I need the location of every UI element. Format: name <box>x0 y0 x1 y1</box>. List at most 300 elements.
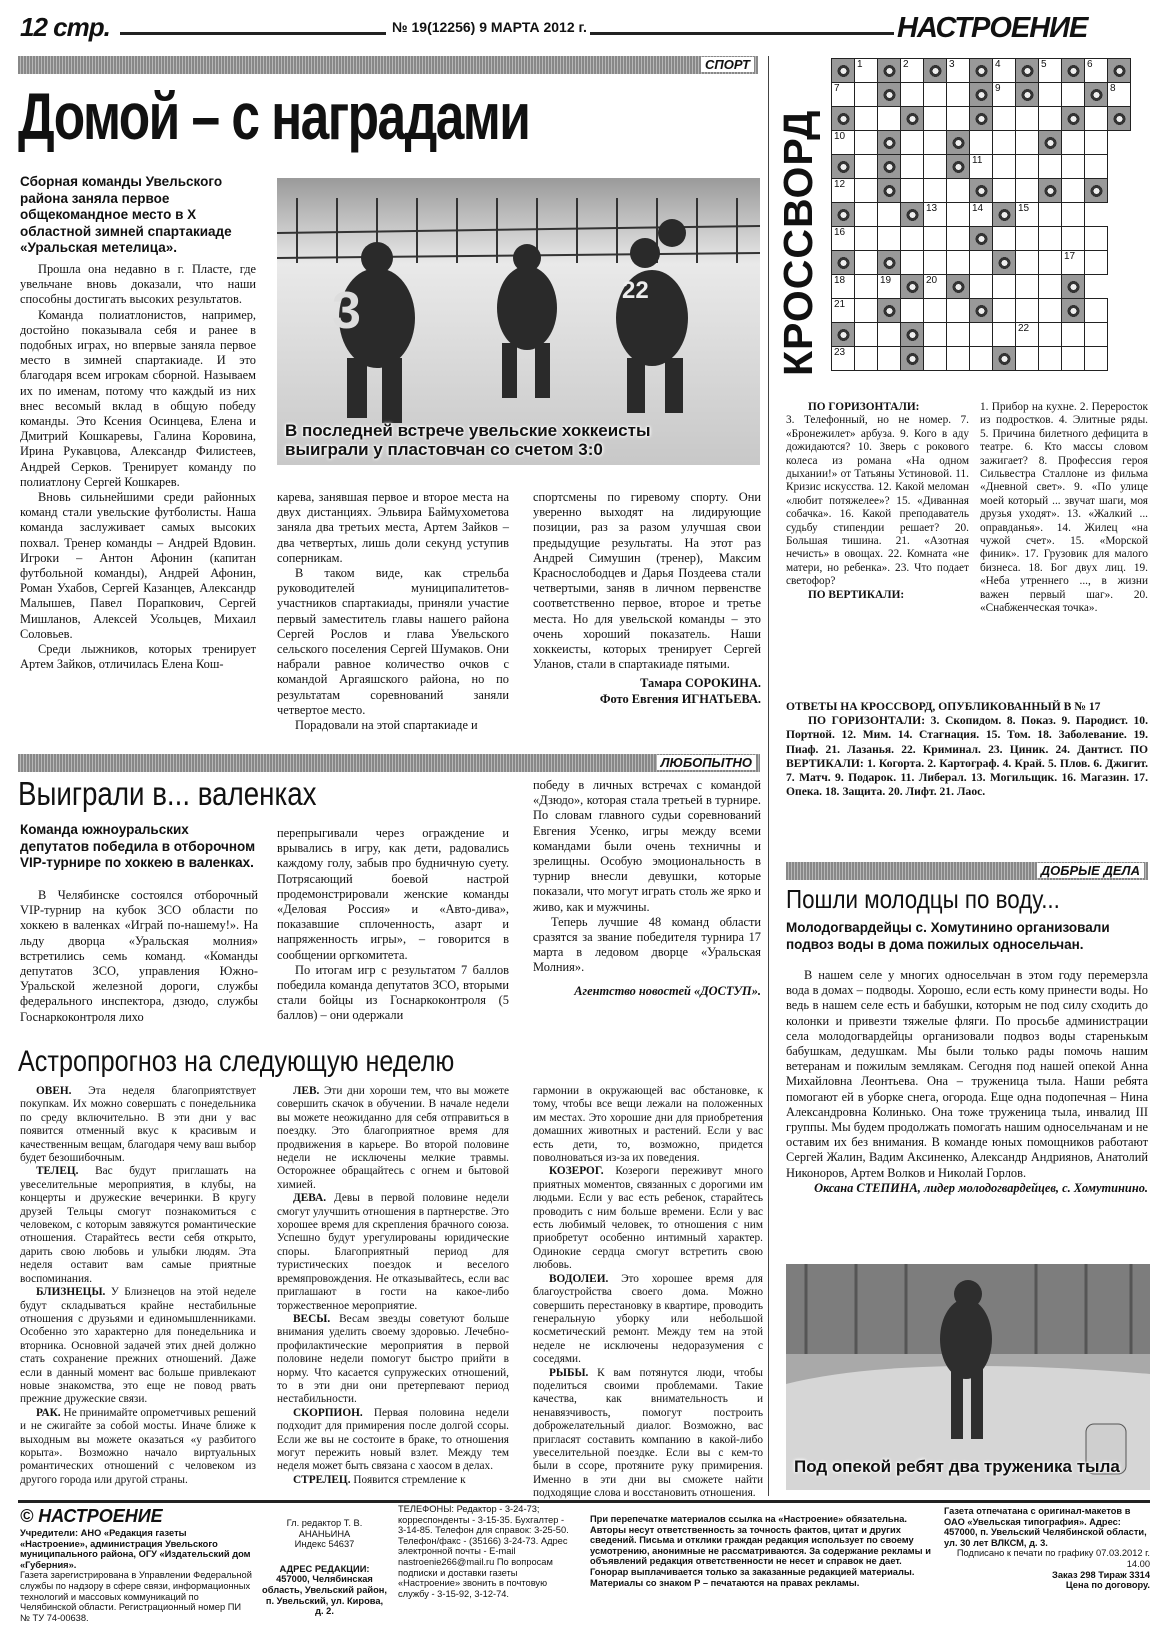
crossword-block <box>993 203 1016 227</box>
crossword-block <box>970 107 993 131</box>
zodiac-sign: ОВЕН. <box>36 1085 89 1097</box>
crossword-cell <box>1062 347 1085 371</box>
crossword-cell <box>970 275 993 299</box>
copyright-icon: © <box>20 1506 34 1526</box>
crossword-cell <box>947 107 970 131</box>
crossword-cell <box>1039 251 1062 275</box>
cell-number: 21 <box>834 299 846 310</box>
crossword-block <box>1062 299 1085 323</box>
crossword-cell <box>1039 299 1062 323</box>
crossword-cell <box>1039 107 1062 131</box>
crossword-cell <box>993 107 1016 131</box>
crossword-block <box>832 155 855 179</box>
crossword-cell <box>1039 347 1062 371</box>
article-lead: Молодогвардейцы с. Хомутинино организовали подвоз воды в дома пожилых односельчан. <box>786 920 1110 952</box>
crossword-block <box>947 275 970 299</box>
crossword-cell <box>901 251 924 275</box>
article-col-1 <box>20 262 256 672</box>
crossword-cell <box>1062 251 1085 275</box>
crossword-cell <box>924 323 947 347</box>
crossword-block <box>832 251 855 275</box>
cell-number: 6 <box>1087 59 1093 70</box>
paragraph: Прошла она недавно в г. Пласте, где увельчане вновь доказали, что наши способны достигать высоких результатов. <box>20 262 256 307</box>
article-lead: Сборная команды Увельского района заняла первое общекомандное место в X областной зимней спартакиаде «Уральская метелица». <box>20 174 232 255</box>
horoscope-text: Эта неделя благоприятствует покупкам. Их можно совершать с понедельника по среду включительно. В эти дни у вас появится отменный вкус к красивым и качественным вещам, благодаря чему ваш выбор будет безошибочным. <box>20 1085 256 1165</box>
cell-number: 8 <box>1110 83 1116 94</box>
crossword-block <box>1062 59 1085 83</box>
crossword-cell <box>1039 155 1062 179</box>
subscription-index: Индекс 54637 <box>294 1539 355 1550</box>
crossword-cell <box>993 83 1016 107</box>
horoscope-text: Весам звезды советуют больше внимания уделить своему здоровью. Лечебно-профилактические мероприятия в первой половине недели помогут быстро прийти в норму. Что касается супружеских отношений, то в эти дни они претерпевают период нестабильности. <box>277 1312 509 1406</box>
crossword-block <box>970 179 993 203</box>
crossword-cell <box>855 227 878 251</box>
crossword-cell <box>1039 275 1062 299</box>
svg-text:3: 3 <box>332 282 361 340</box>
crossword-cell <box>1016 203 1039 227</box>
crossword-cell <box>1085 299 1108 323</box>
crossword-cell <box>947 179 970 203</box>
crossword-cell <box>832 131 855 155</box>
zodiac-sign: БЛИЗНЕЦЫ. <box>36 1286 111 1299</box>
horoscope-entry <box>533 1165 763 1272</box>
crossword-cell <box>1062 83 1085 107</box>
paragraph: Команда полиатлонистов, например, достойно показывала себя и ранее в подобных играх, но впервые заняла первое место в зимней спартакиаде. И это благодаря всем игрокам сборной. Называем их по именам, потому что каждый из них внес весомый вклад в общую победу команды. Это Ксения Осинцева, Елена и Дмитрий Кошкаревы, Галина Коровина, Ирина Рукавцова, Александр Филистеев, Андрей Серков. Тренирует команду по полиатлону Сергей Кошкарев. <box>20 307 256 489</box>
crossword-cell <box>1039 203 1062 227</box>
crossword-cell <box>901 299 924 323</box>
crossword-cell <box>855 347 878 371</box>
paragraph: перепрыгивали через ограждение и врывались в игру, как дети, радовались каждому голу, забыв про будничную суету. Потрясающий боевой настрой продемонстрировали женские команды «Деловая Россия» и «Авто-дива», показавшие сплоченность, азарт и напряженность игры», – говорится в сообщении оргкомитета. <box>277 826 509 962</box>
cell-number: 18 <box>834 275 846 286</box>
paragraph: Порадовали на этой спартакиаде и <box>295 718 478 733</box>
crossword-cell <box>924 83 947 107</box>
crossword-cell <box>855 83 878 107</box>
article-title: Выиграли в... валенках <box>18 775 317 812</box>
article-col-1 <box>20 888 258 1025</box>
horoscope-text: гармонии в окружающей вас обстановке, к тому, чтобы все вещи лежали на положенных им местах. Это хорошие дни для приобретения домашних животных и растений. Если у вас есть дети, то, возможно, придется поволноваться из-за их поведения. <box>533 1085 763 1165</box>
crossword-cell <box>970 203 993 227</box>
crossword-block <box>878 179 901 203</box>
article-col-3 <box>533 490 761 707</box>
crossword-cell <box>1085 347 1108 371</box>
horoscope-text: Девы в первой половине недели смогут улучшить отношения в партнерстве. Это хорошее время для скрепления брачного союза. Успешно будут урегулированы юридические споры. Благоприятный период для туристических поездок и веселого времяпровождения. Не отказывайтесь, если вас приглашают в гости на какое-либо торжественное мероприятие. <box>277 1192 510 1312</box>
horoscope-text: Появится стремление к <box>353 1473 466 1486</box>
crossword-cell <box>924 131 947 155</box>
cell-number: 10 <box>834 131 846 142</box>
crossword-cell <box>1062 323 1085 347</box>
crossword-cell <box>855 59 878 83</box>
crossword-cell <box>924 155 947 179</box>
crossword-cell <box>1085 227 1108 251</box>
horoscope-entry <box>20 1165 256 1286</box>
cell-number: 19 <box>880 275 892 286</box>
crossword-cell <box>901 59 924 83</box>
crossword-cell <box>1108 83 1131 107</box>
horoscope-entry <box>20 1407 256 1487</box>
crossword-cell <box>878 107 901 131</box>
crossword-block <box>901 347 924 371</box>
cell-number: 3 <box>949 59 955 70</box>
founders-text: Учредители: АНО «Редакция газеты «Настроение», администрация Увельского муниципального района, ОГУ «Издательский дом «Губерния». <box>20 1528 251 1570</box>
crossword-cell <box>1062 227 1085 251</box>
paragraph: победу в личных встречах с командой «Дзюдо», которая стала третьей в турнире. По словам главного судьи соревнований Евгения Усенко, игры между всеми командами были очень техничны и зрелищны. Особую эмоциональность в турнир внесли девушки, которые показали, что могут играть столь же ярко и живо, как и мужчины. <box>533 778 761 914</box>
horoscope-text: Это хорошее время для благоустройства своего дома. Можно совершить перестановку в квартире, проводить генеральную уборку или небольшой косметический ремонт. Между тем на этой неделе не исключены недоразумения с соседями. <box>533 1272 763 1366</box>
photo-caption: Под опекой ребят два труженика тыла <box>794 1457 1120 1476</box>
crossword-cell <box>832 347 855 371</box>
crossword-cell <box>855 323 878 347</box>
horoscope-entry <box>277 1313 509 1407</box>
crossword-block <box>1085 179 1108 203</box>
crossword-cell <box>924 179 947 203</box>
crossword-block <box>1039 131 1062 155</box>
crossword-block <box>901 203 924 227</box>
horoscope-entry <box>533 1273 763 1367</box>
article-lead: Команда южноуральских депутатов победила в отборочном VIP-турнире по хоккею в валенках. <box>20 822 256 870</box>
crossword-cell <box>1016 227 1039 251</box>
horoscope-entry <box>277 1474 509 1487</box>
crossword-block <box>878 251 901 275</box>
cell-number: 7 <box>834 83 840 94</box>
horoscope-text: К вам потянутся люди, чтобы поделиться своими проблемами. Такие качества, как внимательность и ненавязчивость, помогут построить доброжелательный диалог. Возможно, вас пригласят составить компанию в какой-либо увеселительной поездке. Если вы с кем-то были в ссоре, протяните руку примирения. Именно в эти дни вы сможете найти подходящие слова и восстановить отношения. <box>533 1366 763 1500</box>
crossword-cell <box>855 179 878 203</box>
crossword-cell <box>1085 155 1108 179</box>
cell-number: 9 <box>995 83 1001 94</box>
crossword-block <box>970 299 993 323</box>
crossword-cell <box>878 347 901 371</box>
clues-across: 3. Телефонный, но не номер. 7. «Бронежилет» арбуза. 9. Кого в аду дожидаются? 10. Зверь с рокового колеса из романа «На одном дыхании!» от Татьяны Устиновой. 11. Кризис искусства. 12. Какой меломан «любит потяжелее»? 15. «Диванная собачка». 16. Какой преподаватель судьбу стипендии решает? 20. Большая тишина. 21. «Азотная нечисть» в овощах. 22. Комната «не матери, но ребенка». 23. Что подает светофор? <box>786 414 969 588</box>
legal-text: При перепечатке материалов ссылка на «Настроение» обязательна. Авторы несут ответственность за точность фактов, цитат и других сведений. Письма и отклики граждан редакция использует по своему усмотрению, анонимные не рассматриваются. За содержание рекламы и объявлений редакция ответственности не несет и справок не дает. Гонорар выплачивается только за заказанные редакцией материалы. Материалы со знаком Р – печатаются на правах рекламы. <box>590 1514 931 1588</box>
svg-text:22: 22 <box>622 277 649 304</box>
crossword-block <box>1085 83 1108 107</box>
horoscope-entry <box>533 1085 763 1165</box>
article-author: Оксана СТЕПИНА, лидер молодогвардейцев, с. Хомутинино. <box>814 1180 1148 1195</box>
crossword-cell <box>1085 107 1108 131</box>
good-deeds-photo <box>786 1264 1150 1490</box>
crossword-cell <box>970 323 993 347</box>
crossword-cell <box>1039 323 1062 347</box>
cell-number: 17 <box>1064 251 1076 262</box>
paragraph: В таком виде, как стрельба руководителей муниципалитетов-участников спартакиады, приняли участие первый заместитель главы нашего района Сергей Рослов и глава Увельского сельского поселения Сергей Шумаков. Они набрали равное количество очков с командой Аргаяшского района, но по результатам соревнований заняли четвертое место. <box>277 566 509 717</box>
crossword-block <box>970 83 993 107</box>
crossword-cell <box>947 323 970 347</box>
crossword-cell <box>993 299 1016 323</box>
zodiac-sign: РЫБЫ. <box>549 1366 598 1379</box>
crossword-block <box>878 131 901 155</box>
crossword-cell <box>1039 227 1062 251</box>
crossword-cell <box>1016 107 1039 131</box>
horoscope-entry <box>277 1407 509 1474</box>
crossword-clues-left <box>786 401 969 602</box>
crossword-block <box>970 59 993 83</box>
footer-founders <box>20 1528 252 1623</box>
crossword-cell <box>993 59 1016 83</box>
crossword-cell <box>901 83 924 107</box>
crossword-cell <box>947 299 970 323</box>
crossword-cell <box>832 275 855 299</box>
crossword-block <box>901 107 924 131</box>
crossword-cell <box>947 227 970 251</box>
horoscope-text: У Близнецов на этой неделе будут складываться крайне нестабильные отношения с друзьями и единомышленниками. Особенно это характерно для понедельника и вторника. Основной задачей этих дней должно стать сохранение прежних отношений. Даже если в данный момент вас больше привлекают новые знакомства, это еще не повод рвать прежние дружеские связи. <box>20 1286 256 1406</box>
article-col-3 <box>533 778 761 999</box>
crossword-cell <box>970 155 993 179</box>
cell-number: 23 <box>834 347 846 358</box>
editorial-address: АДРЕС РЕДАКЦИИ: 457000, Челябинская область, Увельский район, п. Увельский, ул. Кирова, д. 2. <box>262 1563 387 1617</box>
horoscope-text: Первая половина недели подходит для примирения после долгой ссоры. Если же вы не состоите в браке, то отношения могут пережить новый взлет. Между тем неделя может быть связана с хаосом в делах. <box>277 1406 509 1473</box>
crossword-block <box>1108 59 1131 83</box>
phones-text: ТЕЛЕФОНЫ: Редактор - 3-24-73; корреспонденты - 3-15-35. Бухгалтер - 3-14-85. Телефон для справок: 3-25-50. Телефон/факс - (35166) 3-24-73. Адрес электронной почты - E-mail nastroenie266@mail.ru По вопросам подписки и доставки газеты «Настроение» звонить в почтовую службу - 3-15-92, 3-12-74. <box>398 1504 569 1599</box>
paragraph: Теперь лучшие 48 команд области сразятся за звание победителя турнира 17 марта в ледовом дворце «Уральская Молния». <box>533 914 761 975</box>
crossword-block <box>878 59 901 83</box>
horoscope-entry <box>20 1286 256 1407</box>
crossword-cell <box>832 179 855 203</box>
crossword-cell <box>993 155 1016 179</box>
paragraph: карева, занявшая первое и второе места на двух дистанциях. Эльвира Баймухометова заняла два третьих места, Артем Зайков – два четвертых, лишь доли секунд уступив соперникам. <box>277 490 509 565</box>
crossword-block <box>832 107 855 131</box>
cell-number: 14 <box>972 203 984 214</box>
crossword-cell <box>901 131 924 155</box>
cell-number: 1 <box>857 59 863 70</box>
zodiac-sign: СКОРПИОН. <box>293 1406 374 1419</box>
zodiac-sign: ВОДОЛЕИ. <box>549 1272 622 1285</box>
crossword-cell <box>947 203 970 227</box>
crossword-cell <box>878 227 901 251</box>
price: Цена по договору. <box>1065 1580 1150 1591</box>
crossword-cell <box>1062 155 1085 179</box>
hockey-photo <box>277 178 760 465</box>
crossword-cell <box>855 251 878 275</box>
clue-heading: ПО ВЕРТИКАЛИ: <box>808 588 905 601</box>
crossword-block <box>832 203 855 227</box>
cell-number: 2 <box>903 59 909 70</box>
astro-col-1 <box>20 1085 256 1487</box>
column-divider <box>768 56 769 1496</box>
paragraph: По итогам игр с результатом 7 баллов победила команда депутатов ЗСО, вторыми стали бойцы из Госнаркоконтроля (5 баллов) – они одержали <box>277 962 509 1023</box>
paragraph: В Челябинске состоялся отборочный VIP-турнир на кубок ЗСО области по хоккею в валенках «Играй по-нашему!». На льду дворца «Уральская молния» встретились семь команд. «Команды депутатов ЗСО, управления Южно-Уральской железной дороги, службы федерального инспектора, дзюдо, службы Госнаркоконтроля лихо <box>20 888 258 1024</box>
crossword-block <box>901 323 924 347</box>
crossword-cell <box>901 227 924 251</box>
article-source: Агентство новостей «ДОСТУП». <box>574 983 761 998</box>
crossword-block <box>947 131 970 155</box>
horoscope-entry <box>20 1085 256 1165</box>
crossword-cell <box>947 251 970 275</box>
order-circulation: Заказ 298 Тираж 3314 <box>1052 1569 1150 1580</box>
crossword-block <box>1039 179 1062 203</box>
crossword-cell <box>947 59 970 83</box>
crossword-cell <box>924 203 947 227</box>
crossword-block <box>993 251 1016 275</box>
crossword-cell <box>993 227 1016 251</box>
crossword-cell <box>924 347 947 371</box>
crossword-block <box>832 59 855 83</box>
paragraph: В нашем селе у многих односельчан в этом году перемерзла вода в домах – подводы. Хорошо, если есть кому принести воды. Но ведь в нашем селе есть и бабушки, которым не под силу сходить до колонки и привезти тяжелые фляги. По просьбе администрации села молодогвардейцы организовали подвоз воды старенькым бабушкам, дедушкам. Мы были только рады помочь нашим ветеранам и пожилым землякам. Сегодня под нашей опекой Анна Михайловна Леонтьева. Она – труженица тыла. Наши ребята помогают ей в уборке снега, огорода. Еще одна подопечная – Нина Александровна Колинько. Она тоже труженица тыла, инвалид III группы. Мы будем продолжать помогать нашим односельчанам и не оставим их без внимания. В команде юных помощников работают Сергей Жалин, Вадим Аксиненко, Александр Андриянов, Анатолий Никоноров, Артем Волков и Николай Горлов. <box>786 968 1148 1180</box>
astro-col-2 <box>277 1085 509 1487</box>
article-author: Тамара СОРОКИНА. <box>640 676 761 691</box>
article-title: Астропрогноз на следующую неделю <box>18 1045 455 1078</box>
rubric-label: СПОРТ <box>701 57 754 72</box>
rubric-label: ЛЮБОПЫТНО <box>657 755 756 770</box>
crossword-cell <box>855 107 878 131</box>
zodiac-sign: ТЕЛЕЦ. <box>36 1165 96 1178</box>
registration-text: Газета зарегистрирована в Управлении Федеральной службы по надзору в сфере связи, информационных технологий и массовых коммуникаций по Челябинской области. Регистрационный номер ПИ № ТУ 74-00638. <box>20 1570 252 1623</box>
horoscope-text: Козероги переживут много приятных моментов, связанных с дорогими им людьми. Если у вас есть ребенок, старайтесь проводить с ним больше времени. Если у вас есть любимый человек, то отношения с ним приобретут особенно интимный характер. Одинокие сердца смогут встретить свою любовь. <box>533 1165 763 1272</box>
horoscope-text: Вас будут приглашать на увеселительные мероприятия, в клубы, на концерты и дружеские вечеринки. В кругу друзей Тельцы смогут познакомиться с человеком, с которым завяжутся романтические отношения. Старайтесь вести себя открыто, дарить свою любовь и улыбки людям. Эта неделя оставит вам самые приятные воспоминания. <box>20 1165 256 1285</box>
crossword-cell <box>924 107 947 131</box>
crossword-cell <box>1016 251 1039 275</box>
horoscope-entry <box>277 1085 509 1192</box>
article-body <box>786 968 1148 1196</box>
zodiac-sign: РАК. <box>36 1406 64 1419</box>
crossword-cell <box>993 131 1016 155</box>
horoscope-entry <box>277 1192 509 1313</box>
crossword-cell <box>993 179 1016 203</box>
zodiac-sign: КОЗЕРОГ. <box>549 1165 616 1178</box>
crossword-block <box>1108 107 1131 131</box>
cell-number: 12 <box>834 179 846 190</box>
cell-number: 11 <box>972 155 983 166</box>
paragraph: спортсмены по гиревому спорту. Они уверенно выходят на лидирующие позиции, раз за разом улучшая свои предыдущие результаты. На этот раз Андрей Симушин (тренер), Максим Краснослободцев и Дарья Поздеева стали четвертыми, заняв в личном первенстве соответственно первое, второе и третье места. Но для увельской команды – это очень хороший показатель. Наши хоккеисты, которых тренирует Сергей Уланов, стали в спартакиаде пятыми. <box>533 490 761 672</box>
crossword-block <box>947 155 970 179</box>
crossword-block <box>993 347 1016 371</box>
crossword-block <box>1062 275 1085 299</box>
zodiac-sign: ЛЕВ. <box>293 1085 324 1097</box>
crossword-cell <box>832 299 855 323</box>
horoscope-entry <box>533 1367 763 1501</box>
crossword-cell <box>924 251 947 275</box>
cell-number: 22 <box>1018 323 1030 334</box>
cell-number: 5 <box>1041 59 1047 70</box>
header-rule-right <box>590 32 894 35</box>
article-title: Домой – с наградами <box>18 79 530 153</box>
crossword-cell <box>855 155 878 179</box>
crossword-block <box>878 83 901 107</box>
crossword-cell <box>1016 155 1039 179</box>
clue-heading: ПО ГОРИЗОНТАЛИ: <box>808 401 920 413</box>
crossword-cell <box>993 275 1016 299</box>
issue-info: № 19(12256) 9 МАРТА 2012 г. <box>392 19 587 35</box>
crossword-cell <box>832 227 855 251</box>
crossword-cell <box>1062 179 1085 203</box>
zodiac-sign: СТРЕЛЕЦ. <box>293 1473 354 1486</box>
rubric-bar-curious <box>18 754 760 772</box>
crossword-cell <box>901 155 924 179</box>
crossword-block <box>878 299 901 323</box>
article-col-2 <box>277 826 509 1024</box>
crossword-clues-right <box>980 401 1148 616</box>
crossword-cell <box>1085 131 1108 155</box>
rubric-label: ДОБРЫЕ ДЕЛА <box>1037 863 1144 878</box>
footer-printing <box>944 1506 1150 1591</box>
crossword-cell <box>970 347 993 371</box>
crossword-cell <box>1085 251 1108 275</box>
crossword-cell <box>1085 323 1108 347</box>
crossword-cell <box>855 131 878 155</box>
crossword-block <box>901 275 924 299</box>
crossword-cell <box>878 323 901 347</box>
crossword-block <box>1016 59 1039 83</box>
answers-title: ОТВЕТЫ НА КРОССВОРД, ОПУБЛИКОВАННЫЙ В № 17 <box>786 700 1101 713</box>
crossword-cell <box>947 347 970 371</box>
crossword-cell <box>1062 203 1085 227</box>
section-title: НАСТРОЕНИЕ <box>897 12 1088 44</box>
cell-number: 4 <box>995 59 1001 70</box>
crossword-cell <box>947 83 970 107</box>
horoscope-text: Эти дни хороши тем, что вы можете совершить скачок в обучении. В начале недели вы можете неожиданно для себя отправиться в поездку. Это благоприятное время для продвижения в карьере. Во второй половине недели не исключены мелкие травмы. Осторожнее обращайтесь с огнем и бытовой химией. <box>277 1085 509 1191</box>
crossword-block <box>832 323 855 347</box>
crossword-cell <box>855 299 878 323</box>
crossword-cell <box>924 275 947 299</box>
crossword-cell <box>993 323 1016 347</box>
crossword-cell <box>924 227 947 251</box>
crossword-grid <box>831 58 1131 371</box>
crossword-cell <box>1016 131 1039 155</box>
crossword-cell <box>1016 179 1039 203</box>
cell-number: 16 <box>834 227 846 238</box>
signed-to-print: Подписано к печати по графику 07.03.2012 г. 14.00 <box>956 1548 1150 1569</box>
paragraph: Вновь сильнейшими среди районных команд стали увельские футболисты. Наша команда заслуживает самых высоких похвал. Тренер команды – Андрей Вдовин. Игроки – Антон Афонин (капитан футбольной команды), Андрей Афонин, Роман Ухабов, Сергей Казанцев, Александр Малышев, Павел Порапкович, Сергей Мишланов, Алексей Усольцев, Михаил Соловьев. <box>20 490 256 641</box>
crossword-block <box>970 227 993 251</box>
article-title: Пошли молодцы по воду... <box>786 884 1060 914</box>
crossword-block <box>1062 107 1085 131</box>
crossword-cell <box>832 83 855 107</box>
answers-text: ПО ГОРИЗОНТАЛИ: 3. Скопидом. 8. Показ. 9. Пародист. 10. Портной. 12. Мим. 14. Стагнация. 15. Том. 18. Заболевание. 19. Пиаф. 21. Лазанья. 22. Криминал. 23. Циник. 24. Дантист. ПО ВЕРТИКАЛИ: 1. Когорта. 2. Картограф. 4. Край. 5. Плов. 6. Джигит. 7. Матч. 9. Подарок. 11. Либерал. 13. Могильщик. 16. Магазин. 17. Опека. 18. Защита. 20. Лифт. 21. Лаос. <box>786 714 1148 799</box>
footer-legal <box>590 1514 932 1588</box>
footer-logo: © НАСТРОЕНИЕ <box>20 1506 163 1526</box>
clues-down: 1. Прибор на кухне. 2. Переросток из подростков. 4. Элитные ряды. 5. Причина билетного дефицита в театре. 6. Кто массы словом зажигает? 8. Профессия героя Сильвестра Сталлоне из фильма «Дневной свет». 9. «По улице моей который ... звучат шаги, моя друзья уходят». 13. «Жалкий ... оправданья». 14. Жилец «на чужой счет». 15. «Морской финик». 17. Грузовик для малого бизнеса. 18. Бог двух лиц. 19. «Неба утреннего ..., в жизни важен первый шаг». 20. «Снабженческая точка». <box>980 401 1148 615</box>
cell-number: 20 <box>926 275 938 286</box>
article-col-2 <box>277 490 509 733</box>
astro-col-3 <box>533 1085 763 1501</box>
crossword-cell <box>855 203 878 227</box>
cell-number: 15 <box>1018 203 1030 214</box>
footer-editor <box>262 1518 387 1617</box>
cell-number: 13 <box>926 203 938 214</box>
editor-name: Гл. редактор Т. В. АНАНЬИНА <box>286 1518 363 1539</box>
rubric-bar-sport <box>18 56 758 74</box>
crossword-cell <box>1039 59 1062 83</box>
crossword-cell <box>970 251 993 275</box>
paragraph: Среди лыжников, которых тренирует Артем Зайков, отличилась Елена Кош- <box>20 642 256 672</box>
crossword-title: КРОССВОРД <box>775 109 821 376</box>
crossword-cell <box>1062 131 1085 155</box>
crossword-cell <box>1016 323 1039 347</box>
crossword-cell <box>878 275 901 299</box>
footer-phones <box>398 1504 574 1599</box>
crossword-block <box>1016 83 1039 107</box>
zodiac-sign: ДЕВА. <box>293 1192 335 1205</box>
crossword-cell <box>878 203 901 227</box>
rubric-bar-good-deeds <box>786 862 1148 880</box>
crossword-cell <box>855 275 878 299</box>
printing-text: Газета отпечатана с оригинал-макетов в ОАО «Увельская типография». Адрес: 457000, п. Увельский Челябинской области, ул. 30 лет ВЛКСМ, д. 3. <box>944 1506 1147 1548</box>
horoscope-text: Не принимайте опрометчивых решений и не сжигайте за собой мосты. Иначе ближе к выходным вы можете оказаться «у разбитого корыта». Возможно начало виртуальных романтических отношений с человеком из другого города или другой страны. <box>20 1406 256 1486</box>
page-number: 12 стр. <box>20 12 110 42</box>
crossword-block <box>878 155 901 179</box>
header-rule-left <box>120 32 386 35</box>
crossword-answers <box>786 700 1148 799</box>
crossword-cell <box>1016 347 1039 371</box>
photo-caption: В последней встрече увельские хоккеисты выиграли у пластовчан со счетом 3:0 <box>285 421 651 459</box>
crossword-cell <box>1085 59 1108 83</box>
crossword-cell <box>924 299 947 323</box>
footer-rule <box>18 1500 1150 1503</box>
zodiac-sign: ВЕСЫ. <box>293 1312 340 1325</box>
crossword-block <box>924 59 947 83</box>
photo-credit: Фото Евгения ИГНАТЬЕВА. <box>599 691 761 706</box>
crossword-cell <box>1016 299 1039 323</box>
crossword-cell <box>901 179 924 203</box>
crossword-cell <box>970 131 993 155</box>
crossword-cell <box>1039 83 1062 107</box>
